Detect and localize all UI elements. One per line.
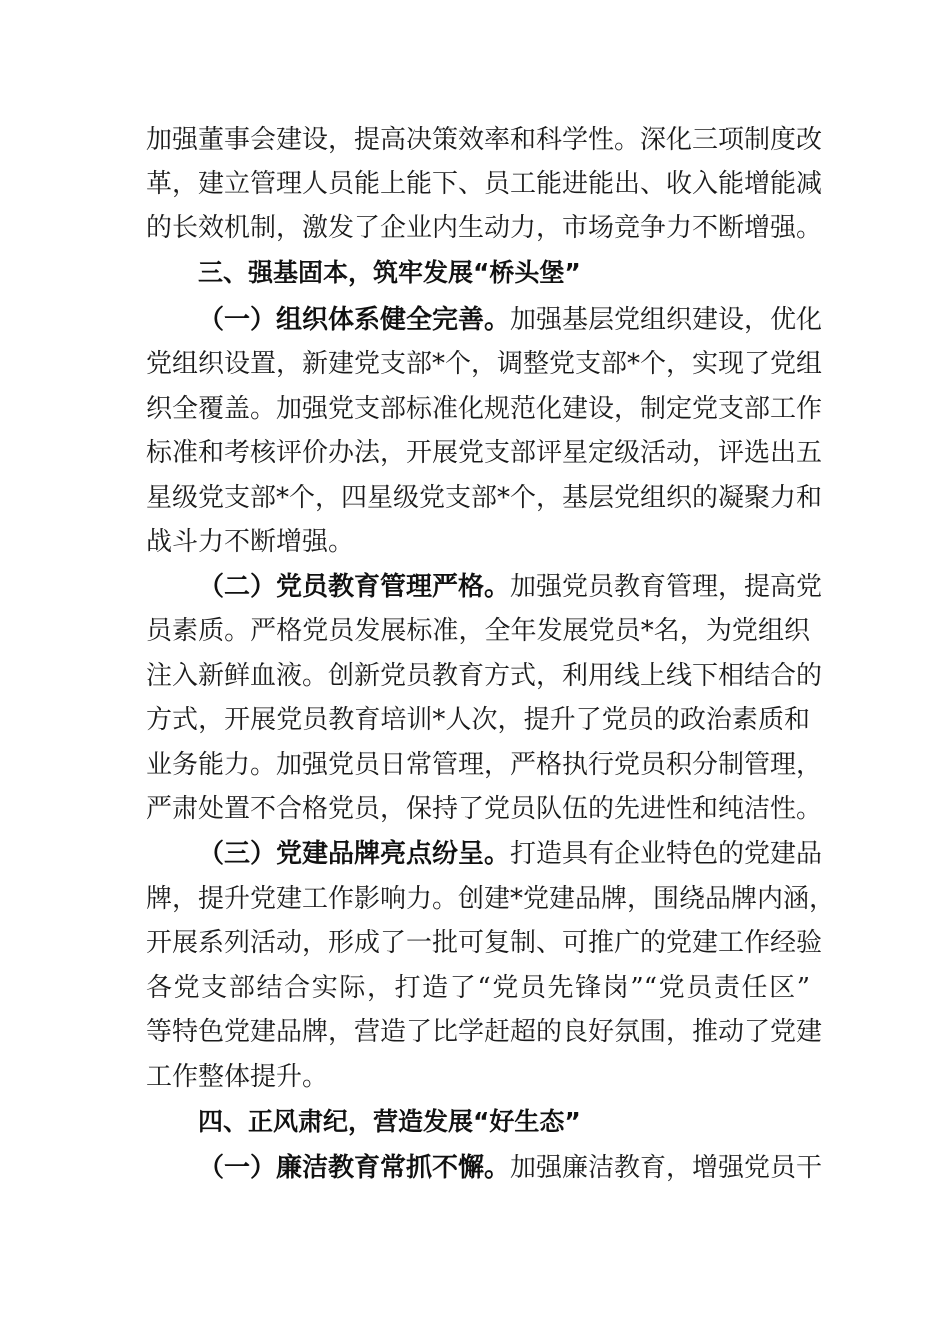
body-text: 加强廉洁教育，增强党员干 <box>510 1153 823 1183</box>
body-line: 等特色党建品牌，营造了比学赶超的良好氛围，推动了党建 <box>146 1017 823 1047</box>
subsection-title: （一）组织体系健全完善。 <box>198 305 511 335</box>
body-text: 加强基层党组织建设，优化 <box>510 305 823 335</box>
body-line: 业务能力。加强党员日常管理，严格执行党员积分制管理， <box>146 750 823 780</box>
section-heading: 四、正风肃纪，营造发展“好生态” <box>198 1107 581 1136</box>
body-line: 工作整体提升。 <box>146 1062 329 1092</box>
body-line: 战斗力不断增强。 <box>146 527 355 557</box>
subsection-first-line <box>198 567 823 607</box>
body-line: 方式，开展党员教育培训*人次，提升了党员的政治素质和 <box>146 705 810 735</box>
body-line: 注入新鲜血液。创新党员教育方式，利用线上线下相结合的 <box>146 661 823 691</box>
subsection-title: （二）党员教育管理严格。 <box>198 572 511 602</box>
body-line: 加强董事会建设，提高决策效率和科学性。深化三项制度改 <box>146 125 823 155</box>
body-line: 开展系列活动，形成了一批可复制、可推广的党建工作经验 <box>146 928 823 958</box>
section-heading: 三、强基固本，筑牢发展“桥头堡” <box>198 258 581 287</box>
body-line: 严肃处置不合格党员，保持了党员队伍的先进性和纯洁性。 <box>146 794 823 824</box>
subsection-first-line <box>198 834 823 874</box>
body-line: 革，建立管理人员能上能下、员工能进能出、收入能增能减 <box>146 169 823 199</box>
body-line: 星级党支部*个，四星级党支部*个，基层党组织的凝聚力和 <box>146 483 823 513</box>
body-text: 打造具有企业特色的党建品 <box>510 839 823 869</box>
subsection-first-line <box>198 1148 823 1188</box>
subsection-title: （三）党建品牌亮点纷呈。 <box>198 839 511 869</box>
subsection-title: （一）廉洁教育常抓不懈。 <box>198 1153 511 1183</box>
body-line: 标准和考核评价办法，开展党支部评星定级活动，评选出五 <box>146 438 823 468</box>
body-line: 织全覆盖。加强党支部标准化规范化建设，制定党支部工作 <box>146 394 823 424</box>
body-line: 各党支部结合实际，打造了“党员先锋岗”“党员责任区” <box>146 973 810 1003</box>
subsection-first-line <box>198 300 823 340</box>
body-text: 加强党员教育管理，提高党 <box>510 572 823 602</box>
body-line: 牌，提升党建工作影响力。创建*党建品牌，围绕品牌内涵， <box>146 884 836 914</box>
body-line: 的长效机制，激发了企业内生动力，市场竞争力不断增强。 <box>146 213 823 243</box>
body-line: 党组织设置，新建党支部*个，调整党支部*个，实现了党组 <box>146 349 823 379</box>
body-line: 员素质。严格党员发展标准，全年发展党员*名，为党组织 <box>146 616 810 646</box>
